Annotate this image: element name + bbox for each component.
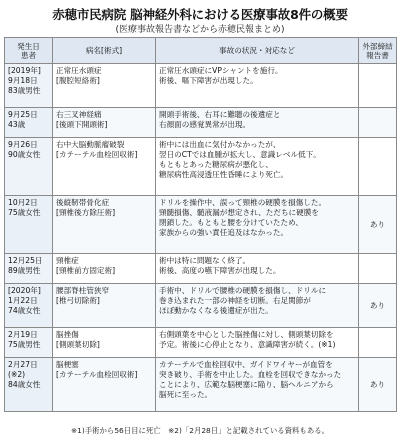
cell-date-patient <box>5 358 53 412</box>
row-date: 2月27日 <box>8 360 38 369</box>
header-report-label-2: 報告書 <box>366 50 389 60</box>
cell-external-report <box>359 108 397 138</box>
header-details: 事故の状況・対応など <box>156 38 359 64</box>
cell-disease-procedure <box>53 196 156 254</box>
row-detail-line: 術後、嘔下障害が出現した。 <box>159 76 258 85</box>
cell-disease-procedure <box>53 284 156 328</box>
row-detail-line: 糖尿病性高浸透圧性昏睡により死亡。 <box>159 170 289 179</box>
row-patient: 89歳男性 <box>8 266 41 275</box>
cell-details <box>156 328 359 358</box>
cell-disease-procedure <box>53 358 156 412</box>
row-detail-line: ことにより、広範な脳梗塞に陥り、脳ヘルニアから <box>159 380 334 389</box>
row-date: 12月25日 <box>8 256 43 265</box>
row-detail-line: 術中には出血に気付かなかったが、 <box>159 140 281 149</box>
row-detail-line: 予定。術後に心停止となり、意識障害が続く。(※1) <box>159 340 336 349</box>
table-row <box>5 284 397 328</box>
table-row <box>5 64 397 108</box>
cell-disease-procedure <box>53 328 156 358</box>
row-year: [2020年] <box>8 286 41 295</box>
header-patient-label: 患者 <box>20 50 37 60</box>
row-disease: 右中大脳動脈瘤破裂 <box>56 140 125 149</box>
row-year: [2019年] <box>8 66 41 75</box>
row-patient: 83歳男性 <box>8 86 41 95</box>
cell-details <box>156 138 359 196</box>
cell-external-report <box>359 254 397 284</box>
row-date: 9月26日 <box>8 140 38 149</box>
row-detail-line: 脳死に至った。 <box>159 390 213 399</box>
cell-disease-procedure <box>53 108 156 138</box>
row-date: 10月2日 <box>8 198 38 207</box>
row-patient: 74歳女性 <box>8 306 41 315</box>
cell-details <box>156 284 359 328</box>
row-date: 9月18日 <box>8 76 38 85</box>
incident-table <box>4 37 397 412</box>
row-detail-line: 正常圧水頭症にVPシャントを施行。 <box>159 66 283 75</box>
cell-external-report <box>359 138 397 196</box>
row-date: 1月22日 <box>8 296 38 305</box>
cell-details <box>156 254 359 284</box>
cell-date-patient <box>5 328 53 358</box>
table-row <box>5 254 397 284</box>
row-detail-line: 頸髄損傷、髄液漏が想定され、ただちに硬膜を <box>159 208 319 217</box>
row-procedure: [頸椎前方固定術] <box>56 266 116 275</box>
cell-date-patient <box>5 254 53 284</box>
cell-date-patient <box>5 284 53 328</box>
row-date: 2月19日 <box>8 330 38 339</box>
row-date: 9月25日 <box>8 110 38 119</box>
cell-details <box>156 196 359 254</box>
row-disease: 頸椎症 <box>56 256 79 265</box>
row-disease: 右三叉神経痛 <box>56 110 102 119</box>
row-patient: 75歳女性 <box>8 208 41 217</box>
row-procedure: [椎弓切除術] <box>56 296 100 305</box>
cell-disease-procedure <box>53 64 156 108</box>
cell-details <box>156 358 359 412</box>
cell-date-patient <box>5 138 53 196</box>
header-procedure: 病名[術式] <box>53 38 156 64</box>
cell-details <box>156 108 359 138</box>
row-detail-line: ほぼ動かなくなる後遺症が出た。 <box>159 306 273 315</box>
header-date-label: 発生日 <box>17 41 40 51</box>
row-patient: 84歳女性 <box>8 380 41 389</box>
row-detail-line: 術中は特に問題なく終了。 <box>159 256 251 265</box>
row-detail-line: 家族からの強い責任追及はなかった。 <box>159 228 289 237</box>
cell-date-patient <box>5 64 53 108</box>
row-detail-line: カテーテルで血栓回収中、ガイドワイヤーが血管を <box>159 360 333 369</box>
row-procedure: [頸椎後方除圧術] <box>56 208 116 217</box>
footnote: ※1)手術から56日目に死亡 ※2)「2月28日」と記載されている資料もある。 <box>70 426 329 435</box>
row-detail-line: 閉鎖した。もともと腰を分けていたため、 <box>159 218 303 227</box>
row-procedure: [腹腔短絡術] <box>56 76 100 85</box>
row-procedure: [カテーテル血栓回収術] <box>56 150 138 159</box>
row-disease: 腰部脊柱管狭窄 <box>56 286 110 295</box>
row-patient: 90歳女性 <box>8 150 41 159</box>
row-procedure: [後頭下開頭術] <box>56 120 108 129</box>
cell-date-patient <box>5 196 53 254</box>
header-report-label-1: 外部締結 <box>362 41 393 51</box>
table-row <box>5 108 397 138</box>
row-disease: 正常圧水頭症 <box>56 66 102 75</box>
table-row <box>5 328 397 358</box>
row-detail-line: ドリルを操作中、誤って頸椎の硬膜を損傷した。 <box>159 198 327 207</box>
row-patient: 43歳 <box>8 120 26 129</box>
row-detail-line: 手術中、ドリルで腰椎の硬膜を損傷し、ドリルに <box>159 286 327 295</box>
row-date-note: (※2) <box>8 370 26 379</box>
header-date-patient <box>5 38 53 64</box>
table-row <box>5 358 397 412</box>
cell-external-report: あり <box>359 284 397 328</box>
table-header-row <box>5 38 397 64</box>
row-patient: 75歳男性 <box>8 340 41 349</box>
table-row <box>5 196 397 254</box>
cell-external-report: あり <box>359 358 397 412</box>
row-disease: 脳梗塞 <box>56 360 79 369</box>
cell-disease-procedure <box>53 138 156 196</box>
cell-date-patient <box>5 108 53 138</box>
row-procedure: [カテーテル血栓回収術] <box>56 370 138 379</box>
row-procedure: [側頭葉切除] <box>56 340 100 349</box>
row-detail-line: 翌日のCTでは血腫が拡大し、意識レベル低下。 <box>159 150 321 159</box>
header-report <box>359 38 397 64</box>
cell-external-report <box>359 64 397 108</box>
row-detail-line: 術後、高度の嚥下障害が出現した。 <box>159 266 281 275</box>
page-title: 赤穂市民病院 脳神経外科における医療事故8件の概要 <box>52 7 348 22</box>
row-detail-line: 突き破り、手術を中止した。血栓を回収できなかった <box>159 370 342 379</box>
page-subtitle: (医療事故報告書などから赤穂民報まとめ) <box>115 25 285 35</box>
row-disease: 脳挫傷 <box>56 330 79 339</box>
row-detail-line: 巻き込まれた一部の神経を切断。右足関節が <box>159 296 311 305</box>
row-disease: 後縦靭帯骨化症 <box>56 198 110 207</box>
row-detail-line: もともとあった糖尿病が悪化し、 <box>159 160 273 169</box>
row-detail-line: 右側頭葉を中心とした脳挫傷に対し、側頭葉切除を <box>159 330 334 339</box>
row-detail-line: 開頭手術後、右耳に難聴の後遺症と <box>159 110 281 119</box>
cell-disease-procedure <box>53 254 156 284</box>
cell-external-report: あり <box>359 196 397 254</box>
table-row <box>5 138 397 196</box>
cell-details <box>156 64 359 108</box>
cell-external-report <box>359 328 397 358</box>
row-detail-line: 右顔面の感覚異常が出現。 <box>159 120 251 129</box>
